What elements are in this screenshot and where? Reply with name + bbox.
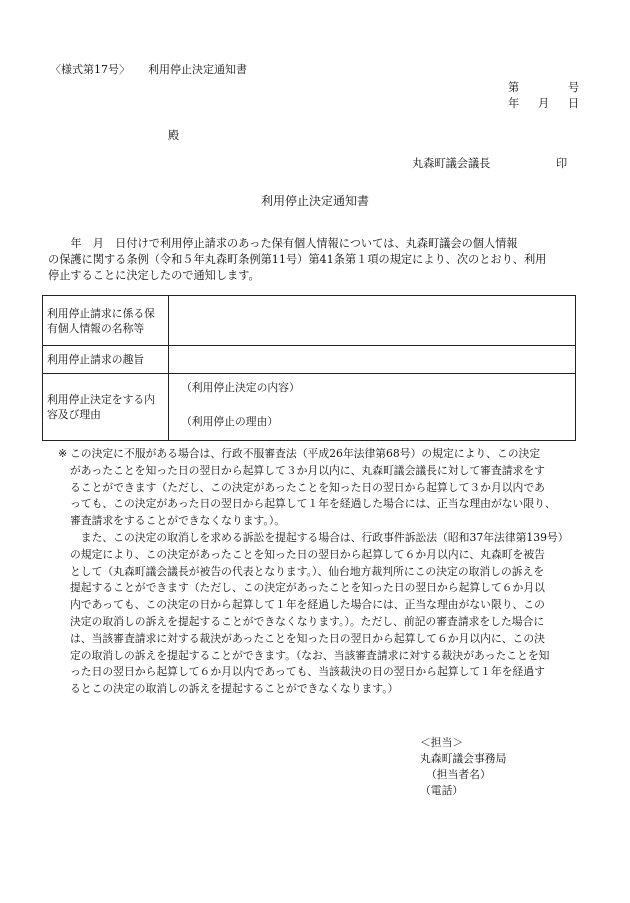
note-line: 決定の取消しの訴えを提起することができなくなります。）。ただし、前記の審査請求をした場合に xyxy=(70,614,545,628)
table-row xyxy=(43,374,576,441)
form-header xyxy=(50,64,247,75)
note-line: また、この決定の取消しを求める訴訟を提起する場合は、行政事件訴訟法（昭和37年法律第139号） xyxy=(70,530,569,544)
contact-heading: ＜担当＞ xyxy=(420,736,464,749)
row-value-info-name xyxy=(169,296,576,346)
body-paragraph xyxy=(48,236,582,284)
note-line: った日の翌日から起算して６か月以内であっても、当該裁決の日の翌日から起算して１年を経過す xyxy=(70,665,545,679)
body-line: 年 月 日付けで利用停止請求のあった保有個人情報については、丸森町議会の個人情報 xyxy=(48,237,518,250)
decision-reason-label: （利用停止の理由） xyxy=(181,415,279,428)
doc-number-suffix: 号 xyxy=(568,81,580,94)
note-line: 審査請求をすることができなくなります。）。 xyxy=(70,514,286,528)
note-line: ることができます（ただし、この決定があったことを知った日の翌日から起算して３か月以内であ xyxy=(70,480,545,494)
note-line: 内であっても、この決定の日から起算して１年を経過した場合には、正当な理由がない限り、この xyxy=(70,598,545,612)
doc-number-prefix: 第 xyxy=(508,81,520,94)
date-year: 年 xyxy=(508,97,520,110)
body-line: 停止することに決定したので通知します。 xyxy=(48,269,260,282)
table-row xyxy=(43,296,576,346)
body-line: の保護に関する条例（令和５年丸森町条例第11号）第41条第１項の規定により、次のとおり、利用 xyxy=(48,253,547,266)
date-day: 日 xyxy=(568,97,580,110)
contact-block xyxy=(420,735,506,799)
sender-name: 丸森町議会議長 xyxy=(412,157,491,170)
row-label-info-name: 利用停止請求に係る保有個人情報の名称等 xyxy=(43,296,169,346)
form-number: 〈様式第17号〉 xyxy=(50,63,130,76)
note-line: っても、この決定があった日の翌日から起算して１年を経過した場合には、正当な理由がない限り、 xyxy=(70,497,556,511)
contact-office: 丸森町議会事務局 xyxy=(420,752,507,765)
date-month: 月 xyxy=(538,97,550,110)
note-line: があったことを知った日の翌日から起算して３か月以内に、丸森町議会議長に対して審査請求をす xyxy=(70,463,545,477)
note-line: この決定に不服がある場合は、行政不服審査法（平成26年法律第68号）の規定により、この決定 xyxy=(70,447,541,460)
form-title: 利用停止決定通知書 xyxy=(148,63,247,76)
note-mark: ※ xyxy=(58,447,68,460)
document-title: 利用停止決定通知書 xyxy=(260,194,369,208)
row-label-decision: 利用停止決定をする内容及び理由 xyxy=(43,374,169,441)
table-row xyxy=(43,346,576,374)
decision-table xyxy=(42,295,576,441)
note-line: は、当該審査請求に対する裁決があったことを知った日の翌日から起算して６か月以内に、この決 xyxy=(70,631,545,645)
seal-mark: 印 xyxy=(556,157,568,170)
notes-section xyxy=(48,446,582,698)
addressee-honorific: 殿 xyxy=(168,129,180,142)
row-label-purpose: 利用停止請求の趣旨 xyxy=(43,346,169,374)
note-line: の規定により、この決定があったことを知った日の翌日から起算して６か月以内に、丸森町を被告 xyxy=(70,547,545,561)
row-value-purpose xyxy=(169,346,576,374)
note-line: るとこの決定の取消しの訴えを提起することができなくなります。） xyxy=(70,682,399,696)
note-line: として（丸森町議会議長が被告の代表となります。）、仙台地方裁判所にこの決定の取消しの訴えを xyxy=(70,564,545,578)
decision-content-label: （利用停止決定の内容） xyxy=(181,381,300,394)
contact-phone: （電話） xyxy=(420,784,464,797)
row-value-decision xyxy=(169,374,576,441)
note-line: 定の取消しの訴えを提起することができます。（なお、当該審査請求に対する裁決があったことを知 xyxy=(70,648,550,662)
note-line: 提起することができます（ただし、この決定があったことを知った日の翌日から起算して６か月以 xyxy=(70,581,545,595)
contact-person: （担当者名） xyxy=(426,768,491,781)
